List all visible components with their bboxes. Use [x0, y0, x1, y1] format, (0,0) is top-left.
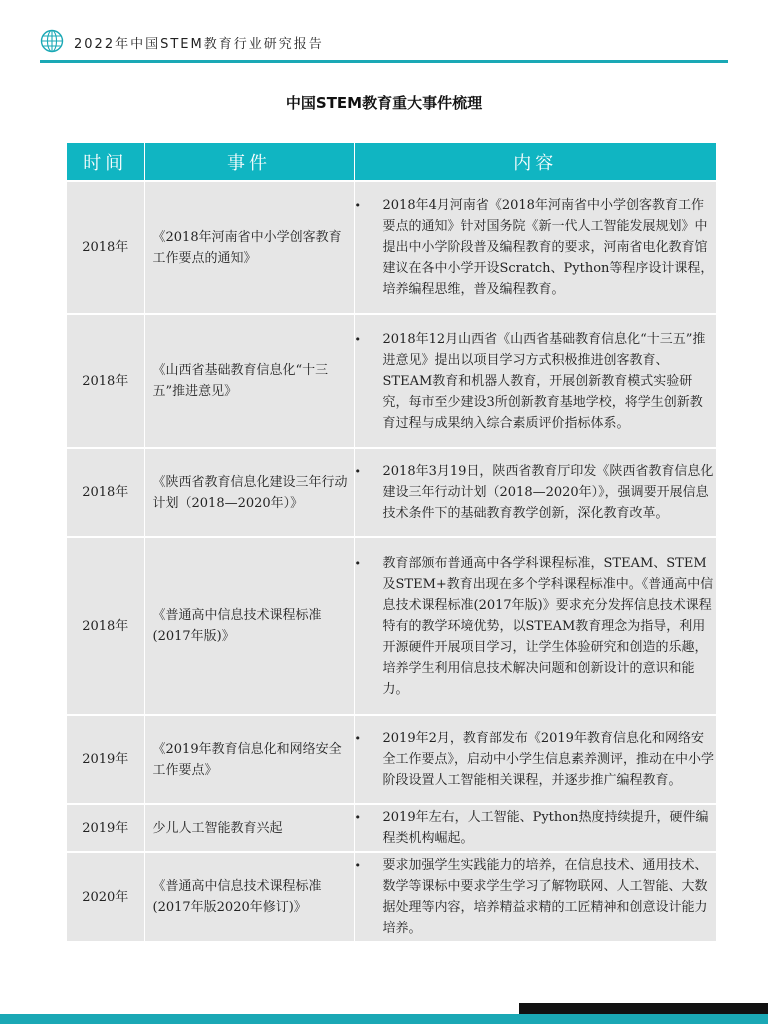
row-content-text: 教育部颁布普通高中各学科课程标准，STEAM、STEM及STEM+教育出现在多个学科课程标准中。《普通高中信息技术课程标准(2017年版)》要求充分发挥信息技术课程特有的教学环境优势，以STEAM教育理念为指导，利用开源硬件开展项目学习，让学生体验研究和创造的乐趣，培养学生利用信息技术解决问题和创新设计的意识和能力。: [382, 555, 714, 697]
header-divider: [40, 60, 728, 63]
row-year: 2018年: [67, 537, 144, 715]
row-year: 2018年: [67, 314, 144, 448]
bullet: •: [354, 732, 361, 745]
row-content: [354, 804, 716, 852]
row-event: 《普通高中信息技术课程标准(2017年版2020年修订)》: [144, 852, 354, 941]
row-content: [354, 181, 716, 314]
footer-teal-bar: [0, 1014, 768, 1024]
row-year: 2018年: [67, 448, 144, 537]
row-year: 2020年: [67, 852, 144, 941]
row-event: 《2018年河南省中小学创客教育工作要点的通知》: [144, 181, 354, 314]
row-content: [354, 852, 716, 941]
row-content-text: 2018年12月山西省《山西省基础教育信息化“十三五”推进意见》提出以项目学习方式积极推进创客教育、STEAM教育和机器人教育，开展创新教育模式实验研究，每市至少建设3所创新教育基地学校，将学生创新教育过程与成果纳入综合素质评价指标体系。: [382, 331, 706, 431]
row-content-text: 要求加强学生实践能力的培养，在信息技术、通用技术、数学等课标中要求学生学习了解物联网、人工智能、大数据处理等内容，培养精益求精的工匠精神和创意设计能力培养。: [382, 858, 708, 936]
row-event: 少儿人工智能教育兴起: [144, 804, 354, 852]
table-row: [67, 537, 716, 715]
row-content-text: 2019年左右，人工智能、Python热度持续提升，硬件编程类机构崛起。: [382, 810, 709, 846]
report-title: 2022年中国STEM教育行业研究报告: [74, 37, 324, 52]
bullet: •: [354, 465, 361, 478]
bullet: •: [354, 199, 361, 212]
column-header-time: 时间: [67, 143, 144, 181]
row-content: [354, 448, 716, 537]
bullet: •: [354, 859, 361, 872]
row-event: 《普通高中信息技术课程标准(2017年版)》: [144, 537, 354, 715]
page-title: 中国STEM教育重大事件梳理: [285, 94, 483, 112]
row-content-text: 2019年2月，教育部发布《2019年教育信息化和网络安全工作要点》，启动中小学生信息素养测评，推动在中小学阶段设置人工智能相关课程，并逐步推广编程教育。: [382, 731, 715, 788]
table-row: [67, 314, 716, 448]
table-row: [67, 715, 716, 804]
column-header-event: 事件: [144, 143, 354, 181]
row-content: [354, 314, 716, 448]
row-content-text: 2018年4月河南省《2018年河南省中小学创客教育工作要点的通知》针对国务院《新一代人工智能发展规划》中提出中小学阶段普及编程教育的要求，河南省电化教育馆建议在各中小学开设Scratch、Python等程序设计课程，培养编程思维，普及编程教育。: [382, 198, 714, 297]
row-year: 2018年: [67, 181, 144, 314]
row-event: 《陕西省教育信息化建设三年行动计划（2018—2020年）》: [144, 448, 354, 537]
row-content-text: 2018年3月19日，陕西省教育厅印发《陕西省教育信息化建设三年行动计划（2018—2020年）》，强调要开展信息技术条件下的基础教育教学创新，深化教育改革。: [382, 464, 714, 521]
footer-black-bar: [519, 1003, 768, 1014]
bullet: •: [354, 556, 361, 570]
row-event: 《山西省基础教育信息化“十三五”推进意见》: [144, 314, 354, 448]
row-year: 2019年: [67, 715, 144, 804]
globe-icon: [40, 29, 64, 53]
table-row: [67, 852, 716, 941]
events-table: [67, 143, 716, 941]
table-header-row: [67, 143, 716, 181]
row-content: [354, 715, 716, 804]
row-content: [354, 537, 716, 715]
bullet: •: [354, 811, 361, 824]
table-row: [67, 181, 716, 314]
row-event: 《2019年教育信息化和网络安全工作要点》: [144, 715, 354, 804]
bullet: •: [354, 332, 361, 346]
page-header: [0, 0, 768, 64]
column-header-content: 内容: [354, 143, 716, 181]
row-year: 2019年: [67, 804, 144, 852]
table-row: [67, 804, 716, 852]
table-row: [67, 448, 716, 537]
